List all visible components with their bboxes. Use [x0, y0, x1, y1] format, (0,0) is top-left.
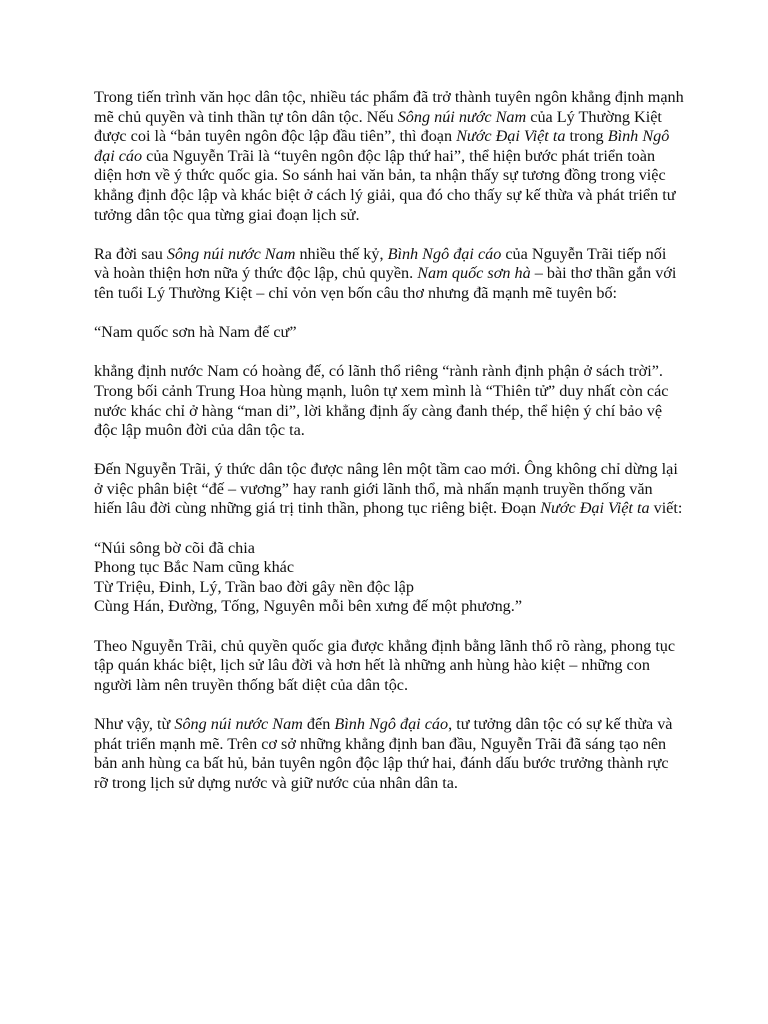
- work-title: Nước Đại Việt ta: [456, 127, 566, 146]
- text-run: Đến Nguyễn Trãi, ý thức dân tộc được nâng lên một tầm cao mới. Ông không chỉ dừng lại ở việc phân biệt “đế – vương” hay ranh giới lãnh thổ, mà nhấn mạnh truyền thống văn hiến lâu đời cùng những giá trị tinh thần, phong tục riêng biệt. Đoạn: [94, 460, 678, 518]
- verse-line: Cùng Hán, Đường, Tống, Nguyên mỗi bên xưng đế một phương.”: [94, 597, 523, 616]
- work-title: Nước Đại Việt ta: [540, 499, 650, 518]
- work-title: Sông núi nước Nam: [397, 107, 527, 126]
- text-run: Như vậy, từ: [94, 715, 175, 733]
- document-page: [94, 88, 684, 813]
- paragraph-conclusion: [94, 715, 684, 793]
- text-run: viết:: [649, 499, 683, 518]
- verse-line: “Núi sông bờ cõi đã chia: [94, 538, 255, 557]
- text-run: trong: [565, 127, 608, 146]
- work-title: Nam quốc sơn hà: [417, 264, 531, 283]
- verse-quote: [94, 539, 684, 617]
- verse-line: Phong tục Bắc Nam cũng khác: [94, 558, 295, 577]
- work-title: Sông núi nước Nam: [166, 244, 296, 263]
- work-title: Bình Ngô đại cáo: [387, 244, 502, 263]
- paragraph-analysis: khẳng định nước Nam có hoàng đế, có lãnh thổ riêng “rành rành định phận ở sách trời”. Trong bối cảnh Trung Hoa hùng mạnh, luôn tự xem mình là “Thiên tử” duy nhất còn các nước khác chỉ ở hàng “man di”, lời khẳng định ấy càng đanh thép, thể hiện ý chí bảo vệ độc lập muôn đời của dân tộc ta.: [94, 362, 669, 440]
- quote-line: “Nam quốc sơn hà Nam đế cư”: [94, 323, 297, 342]
- text-run: của Lý Thường Kiệt được coi là “bản tuyên ngôn độc lập đầu tiên”, thì đoạn: [94, 107, 662, 146]
- paragraph-context: [94, 245, 684, 304]
- text-run: , tư tưởng dân tộc có sự kế thừa và phát triển mạnh mẽ. Trên cơ sở những khẳng định ban đầu, Nguyễn Trãi đã sáng tạo nên bản anh hùng ca bất hủ, bản tuyên ngôn độc lập thứ hai, đánh dấu bước trưởng thành rực rỡ trong lịch sử dựng nước và giữ nước của nhân dân ta.: [94, 715, 673, 792]
- work-title: Bình Ngô đại cáo: [94, 127, 670, 165]
- text-run: đến: [302, 715, 335, 733]
- paragraph-sovereignty: Theo Nguyễn Trãi, chủ quyền quốc gia được khẳng định bằng lãnh thổ rõ ràng, phong tục tập quán khác biệt, lịch sử lâu đời và hơn hết là những anh hùng hào kiệt – những con người làm nên truyền thống bất diệt của dân tộc.: [94, 636, 676, 694]
- paragraph-nguyen-trai: [94, 460, 684, 519]
- text-run: của Nguyễn Trãi là “tuyên ngôn độc lập thứ hai”, thể hiện bước phát triển toàn diện hơn về ý thức quốc gia. So sánh hai văn bản, ta nhận thấy sự tương đồng trong việc khẳng định độc lập và khác biệt ở cách lý giải, qua đó cho thấy sự kế thừa và phát triển tư tưởng dân tộc qua từng giai đoạn lịch sử.: [94, 146, 676, 224]
- text-run: Ra đời sau: [94, 244, 167, 263]
- text-run: của Nguyễn Trãi tiếp nối và hoàn thiện hơn nữa ý thức độc lập, chủ quyền.: [94, 244, 667, 283]
- paragraph-intro: [94, 88, 684, 225]
- verse-line: Từ Triệu, Đinh, Lý, Trần bao đời gây nền độc lập: [94, 577, 414, 596]
- text-run: nhiều thế kỷ,: [295, 244, 388, 263]
- work-title: Bình Ngô đại cáo: [334, 715, 449, 733]
- text-run: Trong tiến trình văn học dân tộc, nhiều tác phẩm đã trở thành tuyên ngôn khẳng định mạnh mẽ chủ quyền và tinh thần tự tôn dân tộc. Nếu: [94, 88, 684, 126]
- work-title: Sông núi nước Nam: [174, 715, 303, 733]
- text-run: – bài thơ thần gắn với tên tuổi Lý Thường Kiệt – chỉ vỏn vẹn bốn câu thơ nhưng đã mạnh mẽ tuyên bố:: [94, 264, 677, 302]
